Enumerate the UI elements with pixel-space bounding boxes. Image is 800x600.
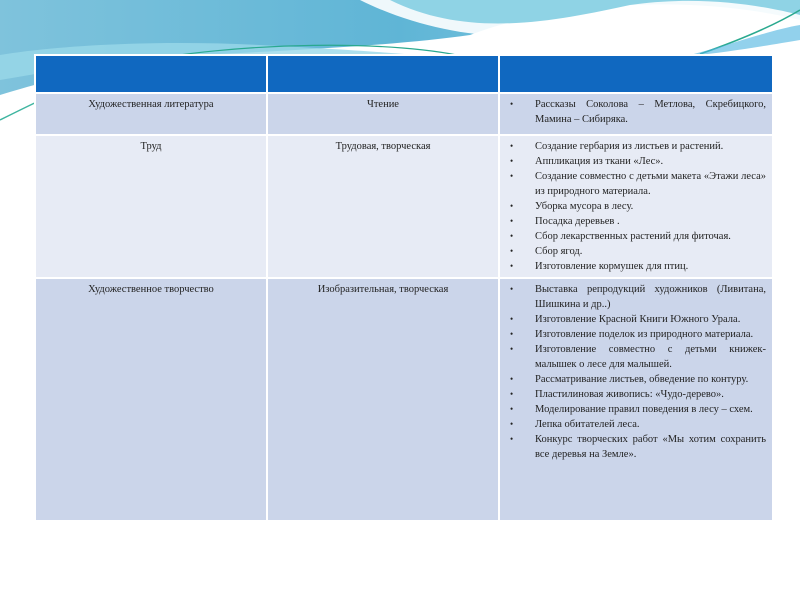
area-cell: Труд: [35, 135, 267, 278]
activity-cell: Изобразительная, творческая: [267, 278, 499, 521]
table-header-row: [35, 55, 773, 93]
items-cell: [499, 93, 773, 135]
table-row: [35, 93, 773, 135]
list-item: • Рассказы Соколова – Метлова, Скребицкого, Мамина – Сибиряка.: [504, 97, 768, 127]
list-item: • Изготовление Красной Книги Южного Урала.: [504, 312, 768, 327]
list-item: • Посадка деревьев .: [504, 214, 768, 229]
header-cell: [267, 55, 499, 93]
area-cell: Художественное творчество: [35, 278, 267, 521]
area-cell: Художественная литература: [35, 93, 267, 135]
items-cell: [499, 278, 773, 521]
activities-table: [34, 54, 774, 522]
activity-cell: Трудовая, творческая: [267, 135, 499, 278]
list-item: • Лепка обитателей леса.: [504, 417, 768, 432]
list-item: • Аппликация из ткани «Лес».: [504, 154, 768, 169]
list-item: • Уборка мусора в лесу.: [504, 199, 768, 214]
list-item: • Пластилиновая живопись: «Чудо-дерево».: [504, 387, 768, 402]
list-item: • Рассматривание листьев, обведение по контуру.: [504, 372, 768, 387]
list-item: • Изготовление кормушек для птиц.: [504, 259, 768, 274]
list-item: • Сбор ягод.: [504, 244, 768, 259]
list-item: • Сбор лекарственных растений для фиточая.: [504, 229, 768, 244]
table-row: [35, 135, 773, 278]
list-item: • Изготовление поделок из природного материала.: [504, 327, 768, 342]
list-item: • Моделирование правил поведения в лесу – схем.: [504, 402, 768, 417]
activity-cell: Чтение: [267, 93, 499, 135]
list-item: • Создание совместно с детьми макета «Этажи леса» из природного материала.: [504, 169, 768, 199]
list-item: • Конкурс творческих работ «Мы хотим сохранить все деревья на Земле».: [504, 432, 768, 462]
list-item: • Создание гербария из листьев и растений.: [504, 139, 768, 154]
list-item: • Изготовление совместно с детьми книжек-малышек о лесе для малышей.: [504, 342, 768, 372]
header-cell: [35, 55, 267, 93]
header-cell: [499, 55, 773, 93]
list-item: • Выставка репродукций художников (Ливитана, Шишкина и др..): [504, 282, 768, 312]
items-cell: [499, 135, 773, 278]
table-row: [35, 278, 773, 521]
